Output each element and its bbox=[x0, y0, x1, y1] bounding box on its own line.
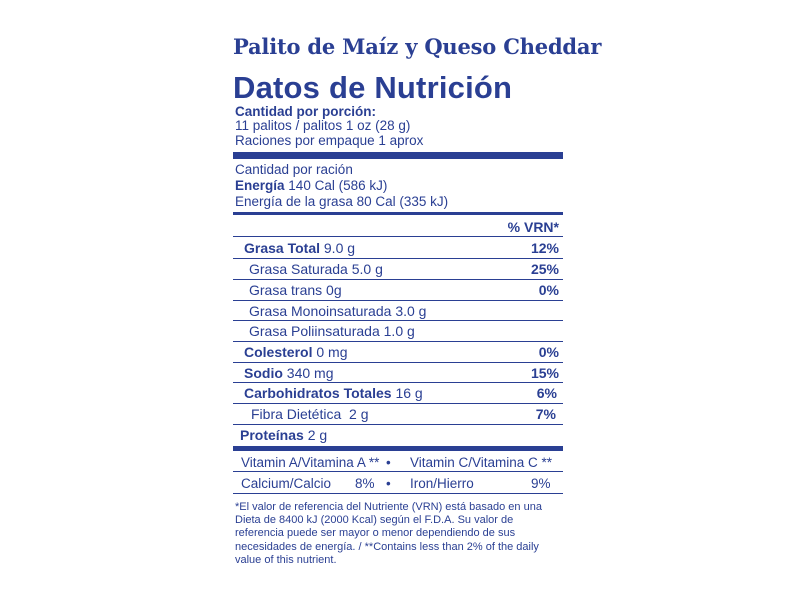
nutrient-pct: 0% bbox=[538, 282, 559, 298]
energy-label: Energía bbox=[235, 178, 285, 193]
nutrient-amount: 1.0 g bbox=[383, 323, 415, 339]
nutrient-name: Carbohidratos Totales bbox=[244, 385, 392, 401]
nutrient-pct: 7% bbox=[535, 406, 556, 422]
nutrient-amount: 16 g bbox=[395, 385, 423, 401]
nutrient-name: Grasa Total bbox=[244, 240, 320, 256]
serving-size: 11 palitos / palitos 1 oz (28 g) bbox=[235, 118, 411, 133]
iron-pct: 9% bbox=[531, 476, 551, 491]
nutrient-row-protein bbox=[233, 425, 563, 445]
vrn-header-row bbox=[233, 217, 563, 237]
thick-divider bbox=[233, 152, 563, 159]
nutrient-row-polyunsaturated-fat bbox=[233, 321, 563, 341]
servings-per-container: Raciones por empaque 1 aprox bbox=[235, 133, 424, 148]
product-name: Palito de Maíz y Queso Cheddar bbox=[233, 34, 602, 59]
energy-row bbox=[235, 178, 387, 193]
nutrient-amount: 0 mg bbox=[316, 344, 348, 360]
nutrient-name: Grasa trans bbox=[249, 282, 323, 298]
nutrient-amount: 9.0 g bbox=[323, 240, 356, 256]
bullet-separator: • bbox=[386, 476, 391, 491]
energy-from-fat: Energía de la grasa 80 Cal (335 kJ) bbox=[235, 194, 449, 209]
nutrient-pct: 25% bbox=[530, 261, 559, 277]
nutrient-pct: 12% bbox=[530, 240, 559, 256]
nutrient-amount: 3.0 g bbox=[395, 303, 427, 319]
nutrient-row-saturated-fat bbox=[233, 259, 563, 279]
nutrient-row-trans-fat bbox=[233, 280, 563, 300]
row-divider bbox=[233, 493, 563, 494]
nutrient-name: Grasa Monoinsaturada bbox=[249, 303, 392, 319]
nutrient-row-sodium bbox=[233, 363, 563, 383]
nutrient-amount: 5.0 g bbox=[351, 261, 383, 277]
calcium-label: Calcium/Calcio bbox=[241, 476, 332, 491]
nutrient-name: Proteínas bbox=[240, 427, 304, 443]
nutrient-amount: 2 g bbox=[349, 406, 369, 422]
serving-heading: Cantidad por porción: bbox=[235, 104, 376, 119]
vitamin-c: Vitamin C/Vitamina C ** bbox=[410, 455, 553, 470]
vitamin-a: Vitamin A/Vitamina A ** bbox=[241, 455, 380, 470]
vitamins-row-2 bbox=[233, 472, 563, 492]
medium-divider bbox=[233, 212, 563, 215]
nutrient-name: Grasa Poliinsaturada bbox=[249, 323, 380, 339]
nutrient-row-cholesterol bbox=[233, 342, 563, 362]
nutrient-amount: 2 g bbox=[307, 427, 328, 443]
nutrient-pct: 6% bbox=[536, 385, 557, 401]
vrn-header: % VRN* bbox=[507, 219, 559, 235]
vitamins-row-1 bbox=[233, 451, 563, 471]
nutrition-facts-title: Datos de Nutrición bbox=[233, 70, 513, 105]
nutrient-amount: 0g bbox=[326, 282, 342, 298]
bullet-separator: • bbox=[386, 455, 391, 470]
nutrient-name: Sodio bbox=[244, 365, 283, 381]
nutrient-row-monounsaturated-fat bbox=[233, 301, 563, 321]
calcium-pct: 8% bbox=[355, 476, 375, 491]
nutrient-row-fiber bbox=[233, 404, 563, 424]
nutrient-row-total-fat bbox=[233, 238, 563, 258]
nutrient-amount: 340 mg bbox=[286, 365, 334, 381]
nutrient-name: Colesterol bbox=[244, 344, 313, 360]
amount-per-serving: Cantidad por ración bbox=[235, 162, 353, 177]
nutrient-pct: 0% bbox=[538, 344, 559, 360]
nutrient-row-total-carbs bbox=[233, 383, 563, 403]
nutrient-name: Grasa Saturada bbox=[249, 261, 348, 277]
row-divider bbox=[233, 236, 563, 237]
nutrient-name: Fibra Dietética bbox=[251, 406, 342, 422]
iron-label: Iron/Hierro bbox=[410, 476, 474, 491]
nutrient-pct: 15% bbox=[530, 365, 559, 381]
energy-value: 140 Cal (586 kJ) bbox=[288, 178, 388, 193]
footnote: *El valor de referencia del Nutriente (VRN) está basado en una Dieta de 8400 kJ (2000 Kcal) según el F.D.A. Su valor de referencia puede ser mayor o menor dependiendo de sus necesidades de energía. / **Contains less than 2% of the daily value of this nutrient. bbox=[235, 501, 542, 566]
